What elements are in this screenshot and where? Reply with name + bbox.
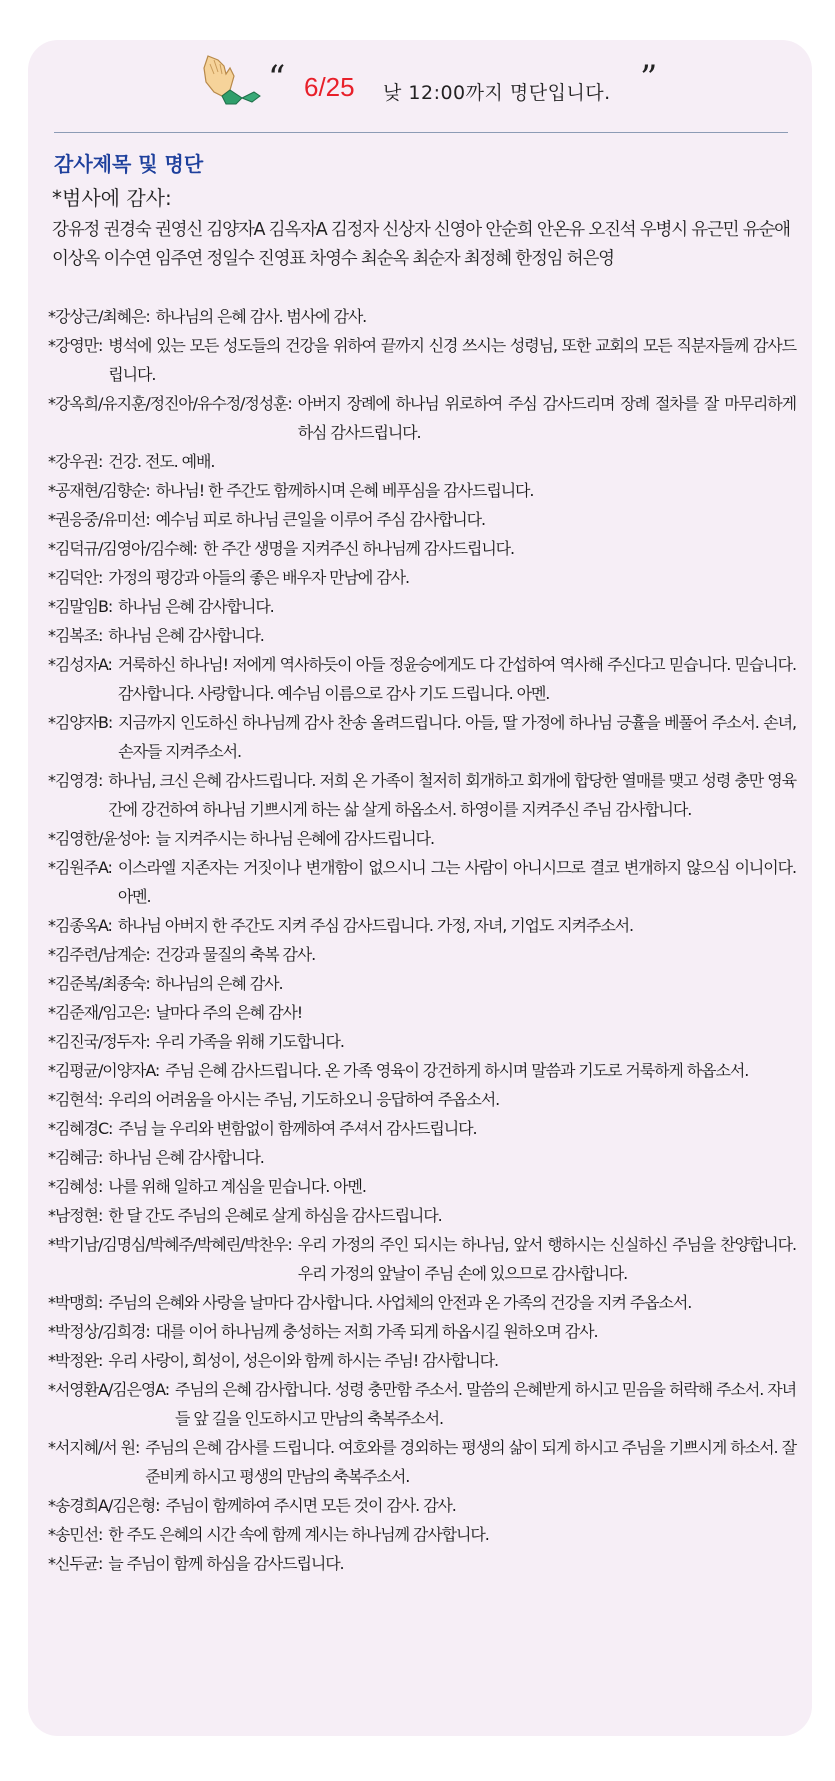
entry-names: *박맹희: (48, 1293, 103, 1312)
entry-names: *송민선: (48, 1525, 103, 1544)
thanks-entry (48, 1201, 796, 1230)
entry-message: 하나님 은혜 감사합니다. (108, 626, 264, 645)
entry-names: *서영환A/김은영A: (48, 1380, 170, 1399)
entry-names: *김현석: (48, 1090, 103, 1109)
thanks-entry (48, 563, 796, 592)
header-divider (54, 132, 788, 133)
entry-message: 한 주도 은혜의 시간 속에 함께 계시는 하나님께 감사합니다. (108, 1525, 489, 1544)
entry-message: 대를 이어 하나님께 충성하는 저희 가족 되게 하옵시길 원하오며 감사. (155, 1322, 598, 1341)
entry-message: 주님의 은혜와 사랑을 날마다 감사합니다. 사업체의 안전과 온 가족의 건강을 지켜 주옵소서. (108, 1293, 692, 1312)
entry-names: *박정완: (48, 1351, 103, 1370)
entry-message: 하나님의 은혜 감사. 범사에 감사. (155, 307, 367, 326)
entry-names: *김평균/이양자A: (48, 1061, 160, 1080)
entry-names: *송경희A/김은형: (48, 1496, 160, 1515)
entry-names: *김영경: (48, 771, 103, 790)
entry-message: 하나님의 은혜 감사. (155, 974, 283, 993)
thanks-entry (48, 911, 796, 940)
thanks-entry (48, 447, 796, 476)
thanks-entry (48, 1491, 796, 1520)
entry-message: 건강과 물질의 축복 감사. (155, 945, 316, 964)
thanks-entry (48, 1230, 796, 1288)
deadline-text: 낮 12:00까지 명단입니다. (383, 82, 611, 104)
thanks-entry (48, 1549, 796, 1578)
names-list (52, 216, 812, 274)
entry-message: 이스라엘 지존자는 거짓이나 변개함이 없으시니 그는 사람이 아니시므로 결코 변개하지 않으심 이니이다. 아멘. (117, 858, 796, 906)
entry-message: 병석에 있는 모든 성도들의 건강을 위하여 끝까지 신경 쓰시는 성령님, 또한 교회의 모든 직분자들께 감사드립니다. (108, 336, 796, 384)
thanks-entry (48, 1056, 796, 1085)
thanks-entry (48, 1027, 796, 1056)
entry-message: 가정의 평강과 아들의 좋은 배우자 만남에 감사. (108, 568, 409, 587)
thanks-entry (48, 824, 796, 853)
entry-message: 거룩하신 하나님! 저에게 역사하듯이 아들 정윤승에게도 다 간섭하여 역사해 주신다고 믿습니다. 믿습니다. 감사합니다. 사랑합니다. 예수님 이름으로 감사 기도 드립니다. 아멘. (117, 655, 796, 703)
entry-message: 나를 위해 일하고 계심을 믿습니다. 아멘. (108, 1177, 366, 1196)
entry-names: *김덕규/김영아/김수혜: (48, 539, 197, 558)
entry-message: 우리 가족을 위해 기도합니다. (155, 1032, 344, 1051)
entry-names: *김진국/정두자: (48, 1032, 150, 1051)
entry-names: *강우권: (48, 452, 103, 471)
entry-message: 하나님 은혜 감사합니다. (108, 1148, 264, 1167)
deadline-date: 6/25 (304, 72, 355, 102)
entry-names: *김준복/최종숙: (48, 974, 150, 993)
thanks-entry (48, 1288, 796, 1317)
thanks-entry (48, 1317, 796, 1346)
entry-message: 지금까지 인도하신 하나님께 감사 찬송 올려드립니다. 아들, 딸 가정에 하나님 긍휼을 베풀어 주소서. 손녀, 손자들 지켜주소서. (118, 713, 796, 761)
entry-names: *권응중/유미선: (48, 510, 150, 529)
entry-message: 하나님! 한 주간도 함께하시며 은혜 베푸심을 감사드립니다. (155, 481, 534, 500)
entry-message: 주님의 은혜 감사합니다. 성령 충만함 주소서. 말씀의 은혜받게 하시고 믿음을 허락해 주소서. 자녀들 앞 길을 인도하시고 만남의 축복주소서. (175, 1380, 796, 1428)
thanks-list (48, 302, 796, 1578)
thanks-entry (48, 389, 796, 447)
names-line: 강유정 권경숙 권영신 김양자A 김옥자A 김정자 신상자 신영아 안순희 안온유 오진석 우병시 유근민 유순애 (52, 220, 790, 240)
thanks-entry (48, 592, 796, 621)
entry-message: 한 주간 생명을 지켜주신 하나님께 감사드립니다. (202, 539, 515, 558)
entry-names: *김성자A: (48, 655, 112, 674)
entry-names: *강옥희/유지훈/정진아/유수정/정성훈: (48, 394, 292, 413)
thanks-entry (48, 331, 796, 389)
entry-names: *김혜경C: (48, 1119, 113, 1138)
entry-names: *서지혜/서 원: (48, 1438, 140, 1457)
entry-message: 늘 주님이 함께 하심을 감사드립니다. (108, 1554, 344, 1573)
entry-names: *김혜성: (48, 1177, 103, 1196)
entry-message: 건강. 전도. 예배. (108, 452, 215, 471)
entry-message: 우리 사랑이, 희성이, 성은이와 함께 하시는 주님! 감사합니다. (108, 1351, 498, 1370)
thanks-entry (48, 1520, 796, 1549)
entry-names: *남정현: (48, 1206, 103, 1225)
thanks-entry (48, 1433, 796, 1491)
entry-names: *박정상/김희경: (48, 1322, 150, 1341)
entry-message: 주님의 은혜 감사를 드립니다. 여호와를 경외하는 평생의 삶이 되게 하시고 주님을 기쁘시게 하소서. 잘 준비케 하시고 평생의 만남의 축복주소서. (145, 1438, 796, 1486)
entry-message: 하나님, 크신 은혜 감사드립니다. 저희 온 가족이 철저히 회개하고 회개에 합당한 열매를 맺고 성령 충만 영육 간에 강건하여 하나님 기쁘시게 하는 삶 살게 하옵소서. 하영이를 지켜주신 주님 감사합니다. (108, 771, 796, 819)
thanks-entry (48, 621, 796, 650)
entry-names: *김복조: (48, 626, 103, 645)
entry-names: *김혜금: (48, 1148, 103, 1167)
entry-message: 예수님 피로 하나님 큰일을 이루어 주심 감사합니다. (155, 510, 486, 529)
entry-message: 한 달 간도 주님의 은혜로 살게 하심을 감사드립니다. (108, 1206, 442, 1225)
entry-names: *박기남/김명심/박혜주/박혜린/박찬우: (48, 1235, 292, 1254)
names-line: 이상옥 이수연 임주연 정일수 진영표 차영수 최순옥 최순자 최정혜 한정임 허은영 (52, 249, 614, 269)
entry-names: *김주련/남계순: (48, 945, 150, 964)
entry-message: 주님 은혜 감사드립니다. 온 가족 영육이 강건하게 하시며 말씀과 기도로 거룩하게 하옵소서. (165, 1061, 749, 1080)
entry-names: *김말임B: (48, 597, 113, 616)
entry-message: 날마다 주의 은혜 감사! (155, 1003, 303, 1022)
thanks-entry (48, 302, 796, 331)
thanks-entry (48, 650, 796, 708)
thanks-entry (48, 1143, 796, 1172)
praying-hands-icon (200, 46, 270, 106)
entry-message: 하나님 아버지 한 주간도 지켜 주심 감사드립니다. 가정, 자녀, 기업도 지켜주소서. (117, 916, 634, 935)
entry-names: *김영한/윤성아: (48, 829, 150, 848)
thanks-entry (48, 1172, 796, 1201)
thanks-entry (48, 940, 796, 969)
section-subtitle: *범사에 감사: (52, 186, 172, 210)
section-title: 감사제목 및 명단 (54, 152, 204, 176)
entry-names: *김양자B: (48, 713, 113, 732)
entry-names: *강영만: (48, 336, 103, 355)
entry-message: 주님이 함께하여 주시면 모든 것이 감사. 감사. (165, 1496, 456, 1515)
thanks-entry (48, 853, 796, 911)
entry-names: *김원주A: (48, 858, 112, 877)
entry-message: 우리 가정의 주인 되시는 하나님, 앞서 행하시는 신실하신 주님을 찬양합니다. 우리 가정의 앞날이 주님 손에 있으므로 감사합니다. (297, 1235, 796, 1283)
thanks-entry (48, 1375, 796, 1433)
entry-message: 늘 지켜주시는 하나님 은혜에 감사드립니다. (155, 829, 434, 848)
entry-names: *강상근/최혜은: (48, 307, 150, 326)
thanks-entry (48, 998, 796, 1027)
thanks-entry (48, 476, 796, 505)
thanks-entry (48, 505, 796, 534)
entry-names: *김준재/임고은: (48, 1003, 150, 1022)
thanks-entry (48, 766, 796, 824)
entry-message: 아버지 장례에 하나님 위로하여 주심 감사드리며 장례 절차를 잘 마무리하게 하심 감사드립니다. (297, 394, 796, 442)
entry-message: 우리의 어려움을 아시는 주님, 기도하오니 응답하여 주옵소서. (108, 1090, 500, 1109)
quote-open: “ (268, 58, 286, 98)
entry-names: *공재현/김향순: (48, 481, 150, 500)
entry-message: 하나님 은혜 감사합니다. (118, 597, 274, 616)
thanks-entry (48, 1346, 796, 1375)
quote-close: ” (640, 58, 658, 98)
prayer-card (28, 40, 812, 1736)
thanks-entry (48, 534, 796, 563)
header (28, 40, 812, 135)
thanks-entry (48, 969, 796, 998)
entry-names: *김덕안: (48, 568, 103, 587)
thanks-entry (48, 1085, 796, 1114)
entry-names: *김종옥A: (48, 916, 112, 935)
entry-names: *신두균: (48, 1554, 103, 1573)
thanks-entry (48, 1114, 796, 1143)
entry-message: 주님 늘 우리와 변함없이 함께하여 주셔서 감사드립니다. (118, 1119, 477, 1138)
thanks-entry (48, 708, 796, 766)
